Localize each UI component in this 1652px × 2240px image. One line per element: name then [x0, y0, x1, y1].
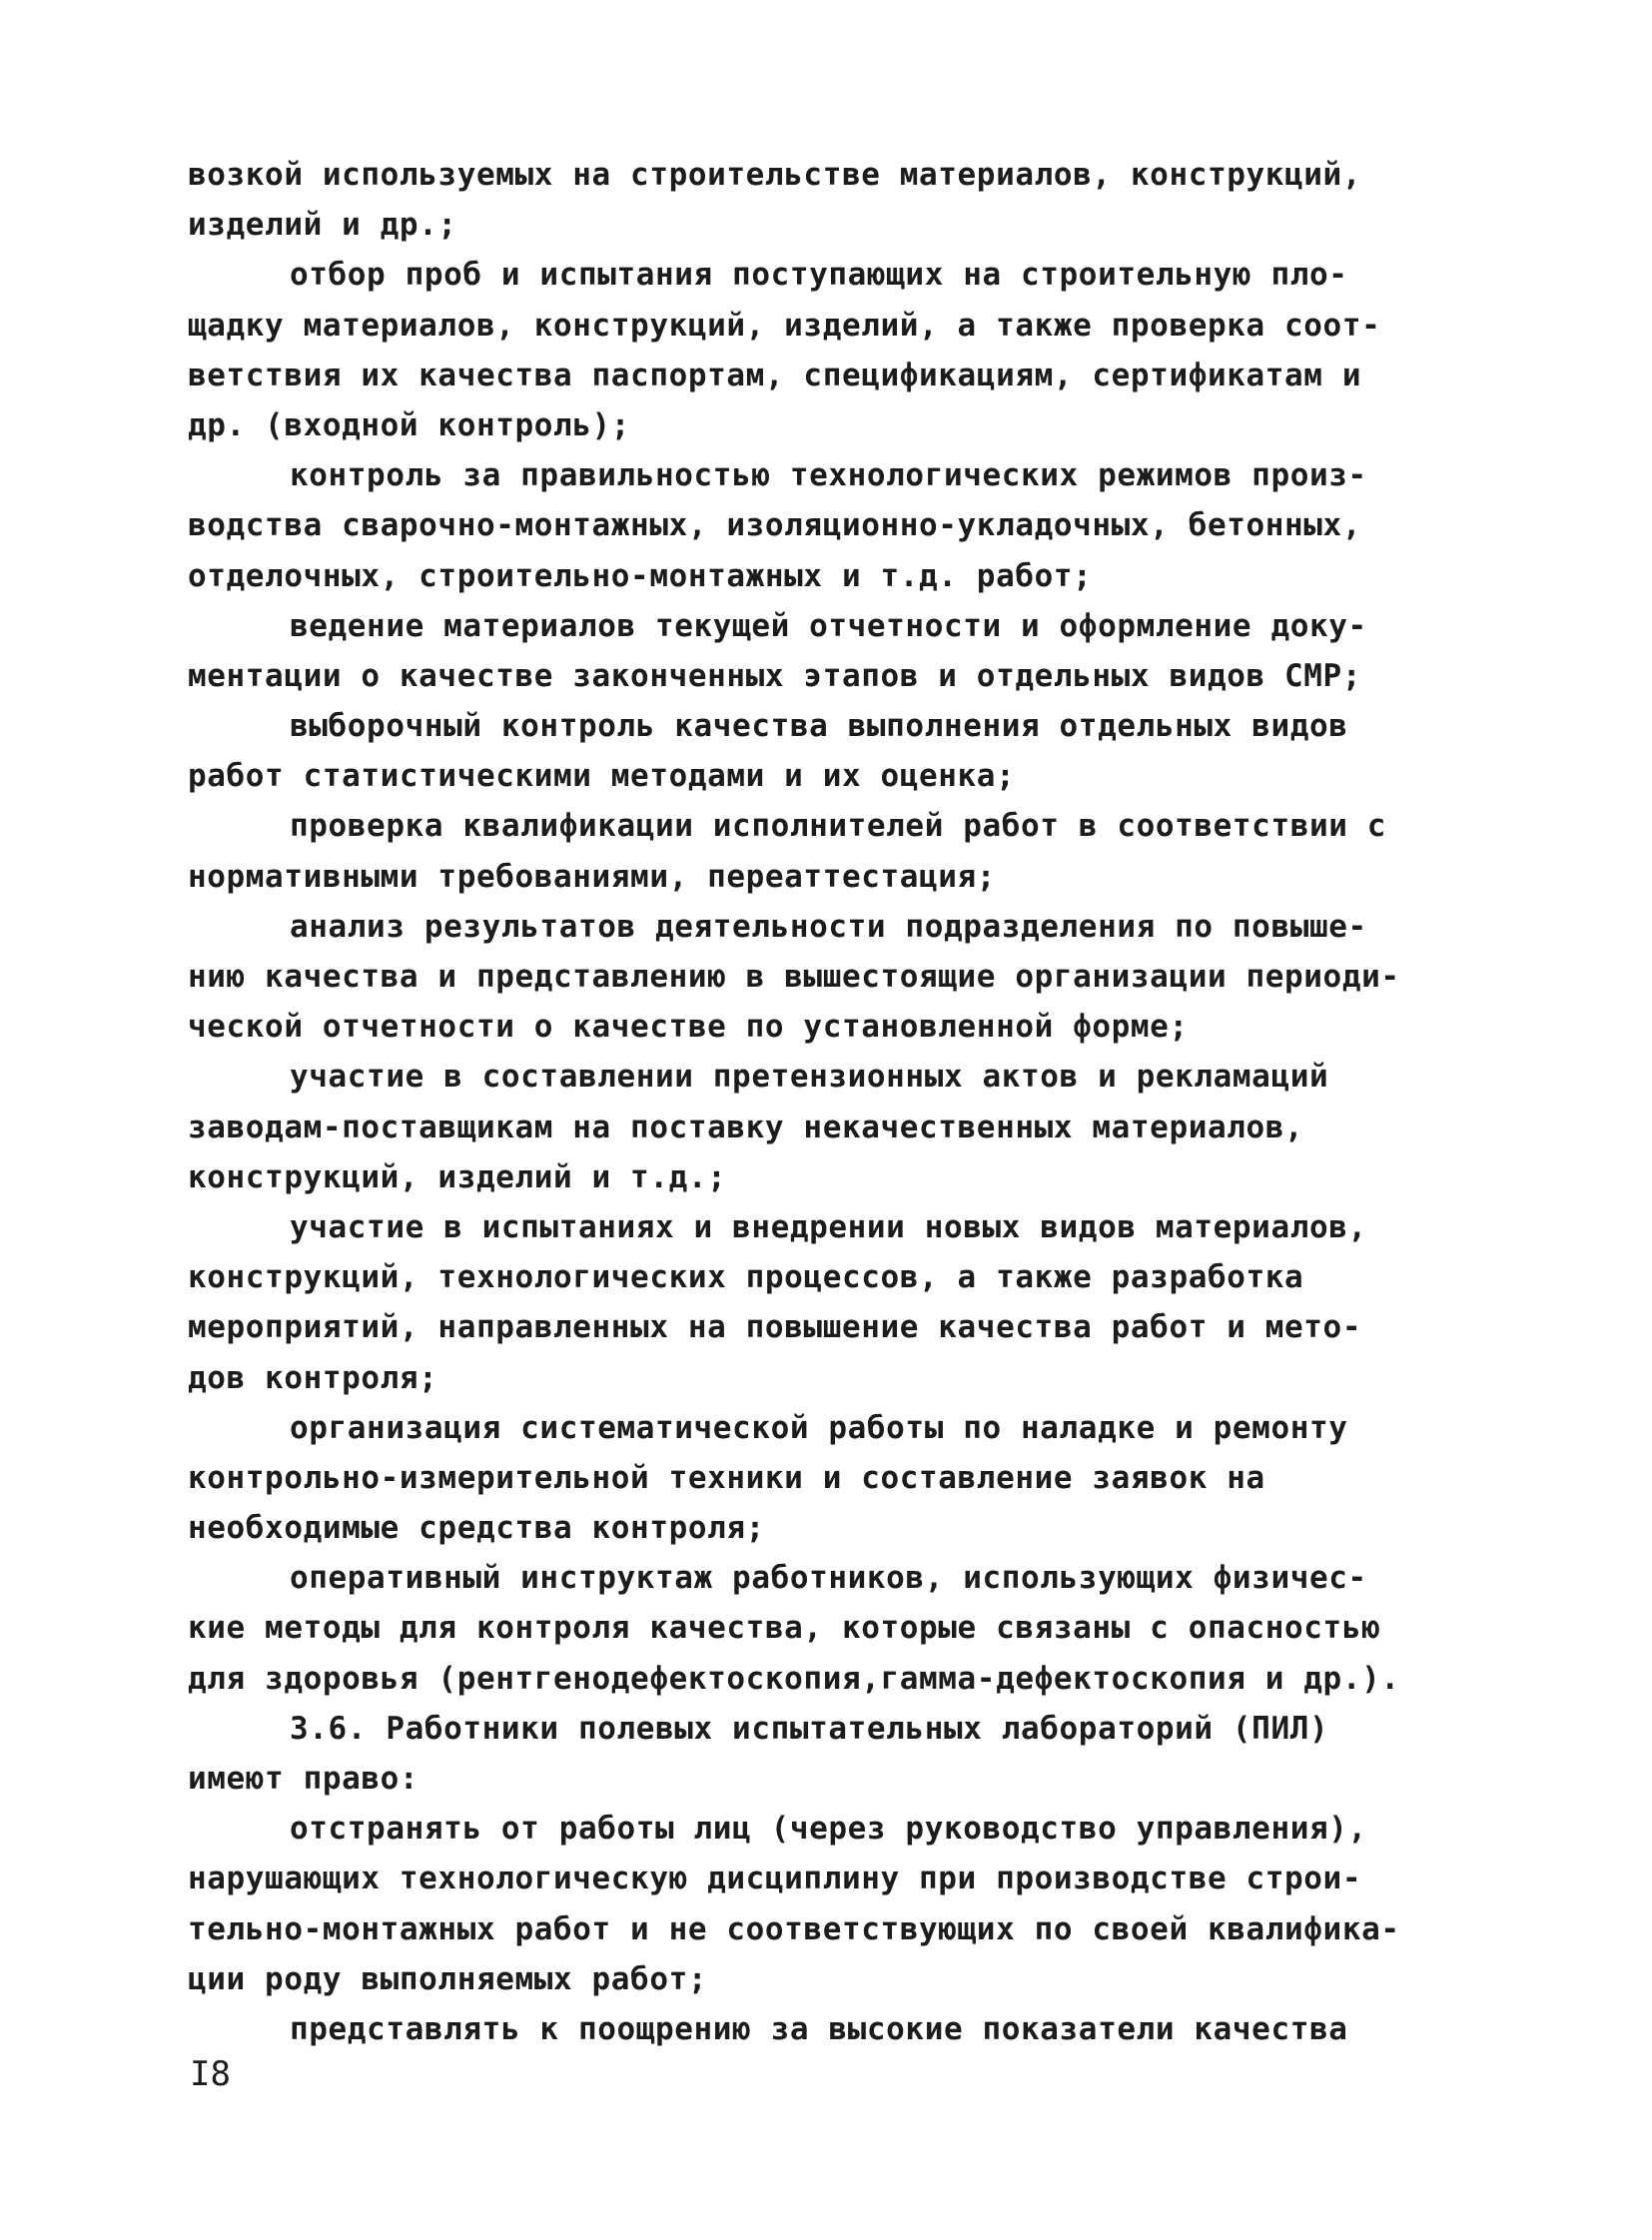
text-line: изделий и др.;	[188, 207, 457, 244]
text-line: водства сварочно-монтажных, изоляционно-укладочных, бетонных,	[188, 507, 1362, 544]
text-line: возкой используемых на строительстве материалов, конструкций,	[188, 157, 1362, 193]
text-line: имеют право:	[188, 1761, 419, 1797]
text-line: оперативный инструктаж работников, использующих физичес-	[290, 1560, 1367, 1597]
body-text	[188, 150, 1486, 2054]
text-line: 3.6. Работники полевых испытательных лабораторий (ПИЛ)	[290, 1710, 1329, 1747]
text-line: отделочных, строительно-монтажных и т.д. работ;	[188, 557, 1093, 594]
text-line: ции роду выполняемых работ;	[188, 1960, 708, 1997]
text-line: работ статистическими методами и их оценка;	[188, 758, 1016, 795]
text-line: ментации о качестве законченных этапов и отдельных видов СМР;	[188, 657, 1362, 694]
text-line: кие методы для контроля качества, которые связаны с опасностью	[188, 1610, 1381, 1647]
text-line: заводам-поставщикам на поставку некачественных материалов,	[188, 1109, 1304, 1145]
text-line: представлять к поощрению за высокие показатели качества	[290, 2010, 1348, 2047]
page-number: I8	[190, 2054, 231, 2094]
text-line: необходимые средства контроля;	[188, 1510, 765, 1547]
text-line: отбор проб и испытания поступающих на строительную пло-	[290, 257, 1348, 294]
text-line: др. (входной контроль);	[188, 406, 631, 443]
text-line: нарушающих технологическую дисциплину при производстве строи-	[188, 1861, 1362, 1897]
text-line: мероприятий, направленных на повышение качества работ и мето-	[188, 1309, 1362, 1346]
text-line: ветствия их качества паспортам, спецификациям, сертификатам и	[188, 357, 1362, 393]
text-line: конструкций, технологических процессов, а также разработка	[188, 1259, 1304, 1296]
text-line: участие в составлении претензионных актов и рекламаций	[290, 1059, 1329, 1096]
text-line: нию качества и представлению в вышестоящие организации периоди-	[188, 959, 1400, 995]
text-line: участие в испытаниях и внедрении новых видов материалов,	[290, 1208, 1367, 1245]
text-line: контрольно-измерительной техники и составление заявок на	[188, 1459, 1265, 1496]
text-line: щадку материалов, конструкций, изделий, а также проверка соот-	[188, 307, 1381, 344]
text-line: анализ результатов деятельности подразделения по повыше-	[290, 908, 1367, 945]
text-line: нормативными требованиями, переаттестация;	[188, 858, 997, 895]
text-line: контроль за правильностью технологических режимов произ-	[290, 457, 1367, 494]
text-line: выборочный контроль качества выполнения отдельных видов	[290, 708, 1348, 745]
text-line: отстранять от работы лиц (через руководство управления),	[290, 1811, 1367, 1848]
text-line: организация систематической работы по наладке и ремонту	[290, 1409, 1348, 1446]
text-line: ческой отчетности о качестве по установленной форме;	[188, 1009, 1189, 1046]
text-line: для здоровья (рентгенодефектоскопия,гамма-дефектоскопия и др.).	[188, 1660, 1400, 1697]
text-line: дов контроля;	[188, 1359, 438, 1396]
text-line: ведение материалов текущей отчетности и оформление доку-	[290, 607, 1367, 644]
text-line: конструкций, изделий и т.д.;	[188, 1158, 727, 1195]
text-line: проверка квалификации исполнителей работ в соответствии с	[290, 808, 1387, 845]
text-line: тельно-монтажных работ и не соответствующих по своей квалифика-	[188, 1910, 1400, 1947]
